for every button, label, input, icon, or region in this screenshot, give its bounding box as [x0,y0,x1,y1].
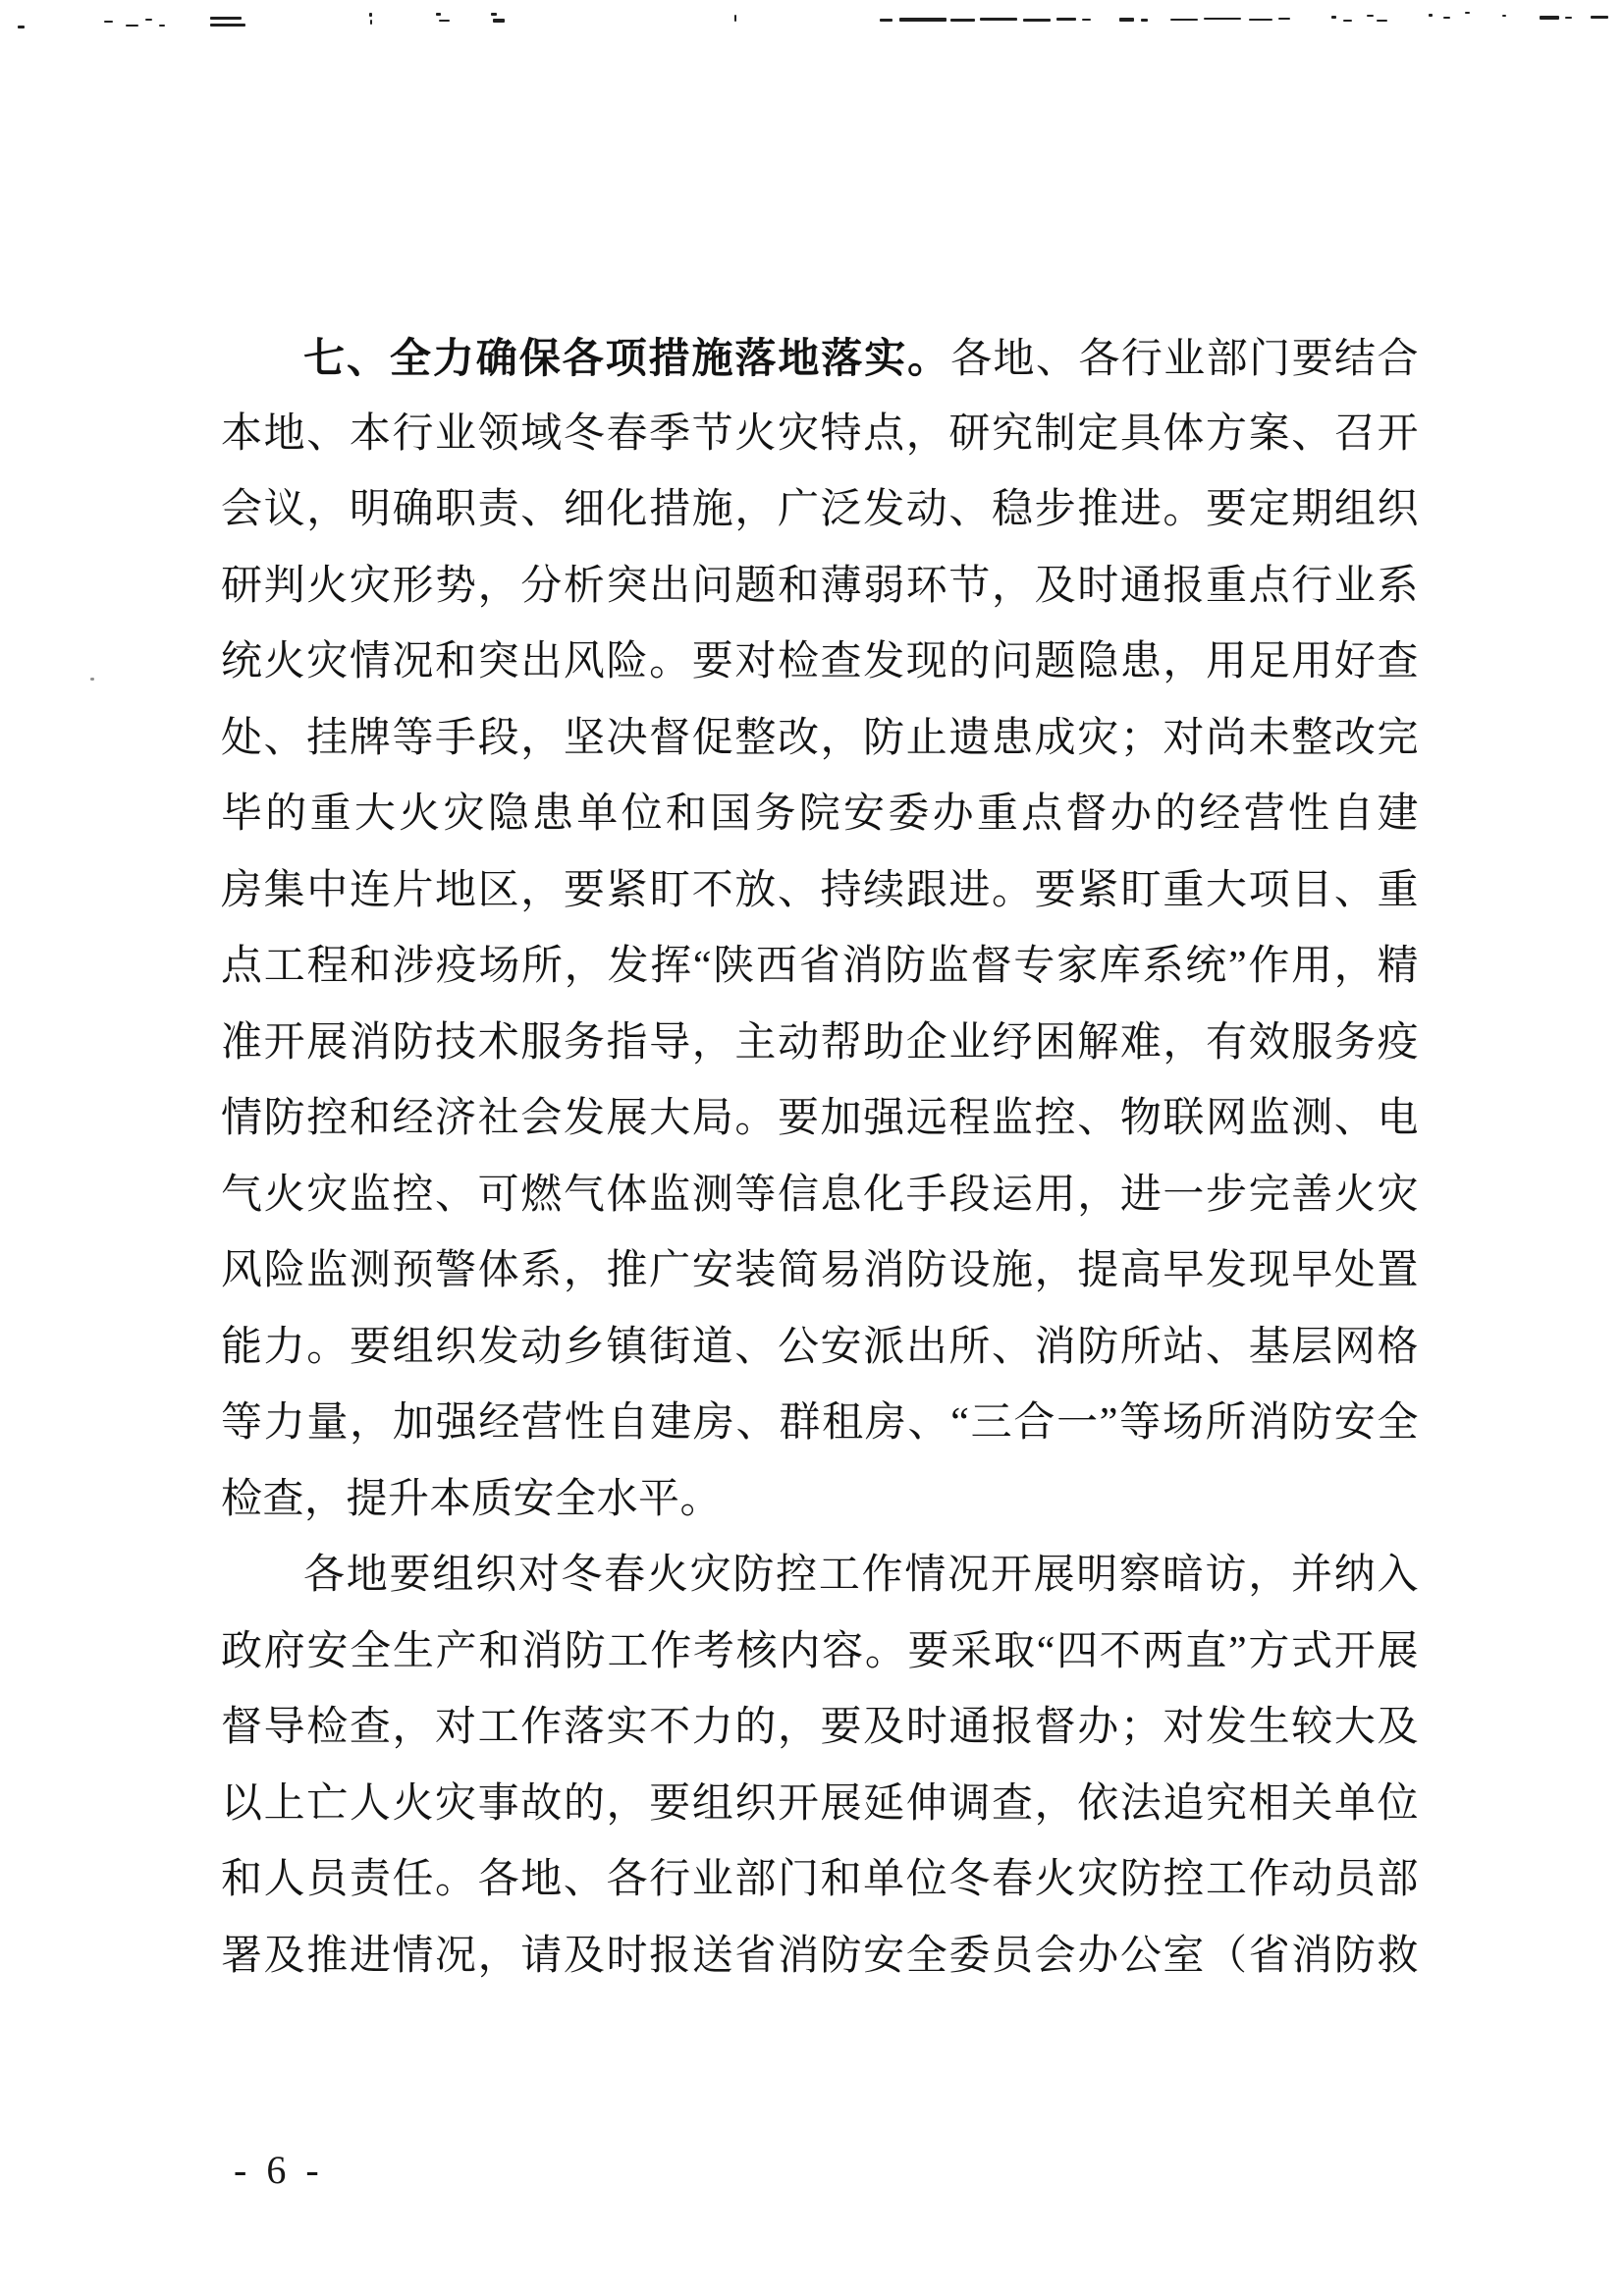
scan-noise-mark [1565,17,1572,19]
scan-noise-mark [1540,16,1559,20]
page-number: - 6 - [234,2148,324,2192]
scan-noise-mark [159,25,165,27]
scan-noise-mark [493,19,505,23]
text-line: 风险监测预警体系，推广安装简易消防设施，提高早发现早处置 [221,1248,1419,1293]
scan-noise-mark [1141,19,1148,22]
text-line: 本地、本行业领域冬春季节火灾特点，研究制定具体方案、召开 [221,410,1419,457]
scan-noise-mark [126,25,138,27]
scan-noise-mark [369,13,372,17]
text-line: 署及推进情况，请及时报送省消防安全委员会办公室（省消防救 [221,1933,1419,1979]
scan-noise-mark [899,18,947,22]
scan-noise-mark [491,13,497,16]
scan-noise-mark [1278,18,1290,20]
text-line: 毕的重大火灾隐患单位和国务院安委办重点督办的经营性自建 [221,792,1419,837]
text-block [221,320,1419,1995]
text-line: 气火灾监控、可燃气体监测等信息化手段运用，进一步完善火灾 [221,1172,1419,1218]
text-line: 房集中连片地区，要紧盯不放、持续跟进。要紧盯重大项目、重 [221,867,1419,913]
text-line: 等力量，加强经营性自建房、群租房、“三合一”等场所消防安全 [221,1400,1419,1446]
scan-noise-mark [980,18,1017,21]
scan-noise-mark [880,19,893,22]
text-line: 会议，明确职责、细化措施，广泛发动、稳步推进。要定期组织 [221,487,1419,532]
text-line: 研判火灾形势，分析突出问题和薄弱环节，及时通报重点行业系 [221,563,1419,609]
text-line: 情防控和经济社会发展大局。要加强远程监控、物联网监测、电 [221,1096,1419,1141]
text-line: 点工程和涉疫场所，发挥“陕西省消防监督专家库系统”作用，精 [221,944,1419,989]
scan-noise-mark [18,26,25,28]
text-line: 能力。要组织发动乡镇街道、公安派出所、消防所站、基层网格 [221,1324,1419,1370]
text-line: 检查，提升本质安全水平。 [221,1476,723,1522]
scan-noise-mark [210,24,245,27]
scan-noise-mark [950,19,975,22]
scan-noise-mark [1443,17,1450,19]
section-heading: 七、全力确保各项措施落地落实。 [303,335,951,381]
scan-noise-mark [210,17,242,20]
text-line: 统火灾情况和突出风险。要对检查发现的问题隐患，用足用好查 [221,639,1419,684]
scan-noise-mark [145,19,152,21]
text-line: 督导检查，对工作落实不力的，要及时通报督办；对发生较大及 [221,1705,1419,1750]
text-line: 政府安全生产和消防工作考核内容。要采取“四不两直”方式开展 [221,1628,1419,1674]
text-line: 和人员责任。各地、各行业部门和单位冬春火灾防控工作动员部 [221,1857,1419,1902]
text-line: 以上亡人火灾事故的，要组织开展延伸调查，依法追究相关单位 [221,1780,1419,1827]
scan-noise-mark [1429,14,1433,17]
scan-noise-mark [1204,18,1241,20]
scan-noise-mark [734,15,736,22]
scan-noise-mark [1023,19,1051,22]
scan-noise-mark [439,20,450,22]
scan-noise-mark [1502,15,1506,17]
text-line: 七、全力确保各项措施落地落实。各地、各行业部门要结合 [303,335,1419,382]
scan-noise-mark [1331,16,1336,19]
scan-noise-mark [1591,16,1608,19]
scan-noise-mark [1377,20,1387,22]
text-line: 处、挂牌等手段，坚决督促整改，防止遗患成灾；对尚未整改完 [221,715,1419,761]
scan-noise-mark [1119,18,1134,22]
text-line: 准开展消防技术服务指导，主动帮助企业纾困解难，有效服务疫 [221,1019,1419,1066]
scan-noise-mark [1082,19,1091,21]
scan-noise-mark [104,21,113,23]
scan-noise-mark [1465,12,1470,14]
scan-noise-mark [436,13,441,16]
scan-noise-mark [1170,19,1198,21]
scan-speck [90,678,94,681]
scan-noise-mark [1249,19,1272,21]
scan-noise-mark [1343,20,1352,22]
scan-noise-mark [370,20,372,25]
scan-noise-mark [1367,15,1374,17]
text-line: 各地要组织对冬春火灾防控工作情况开展明察暗访，并纳入 [303,1553,1419,1598]
scan-noise-mark [1056,18,1076,21]
